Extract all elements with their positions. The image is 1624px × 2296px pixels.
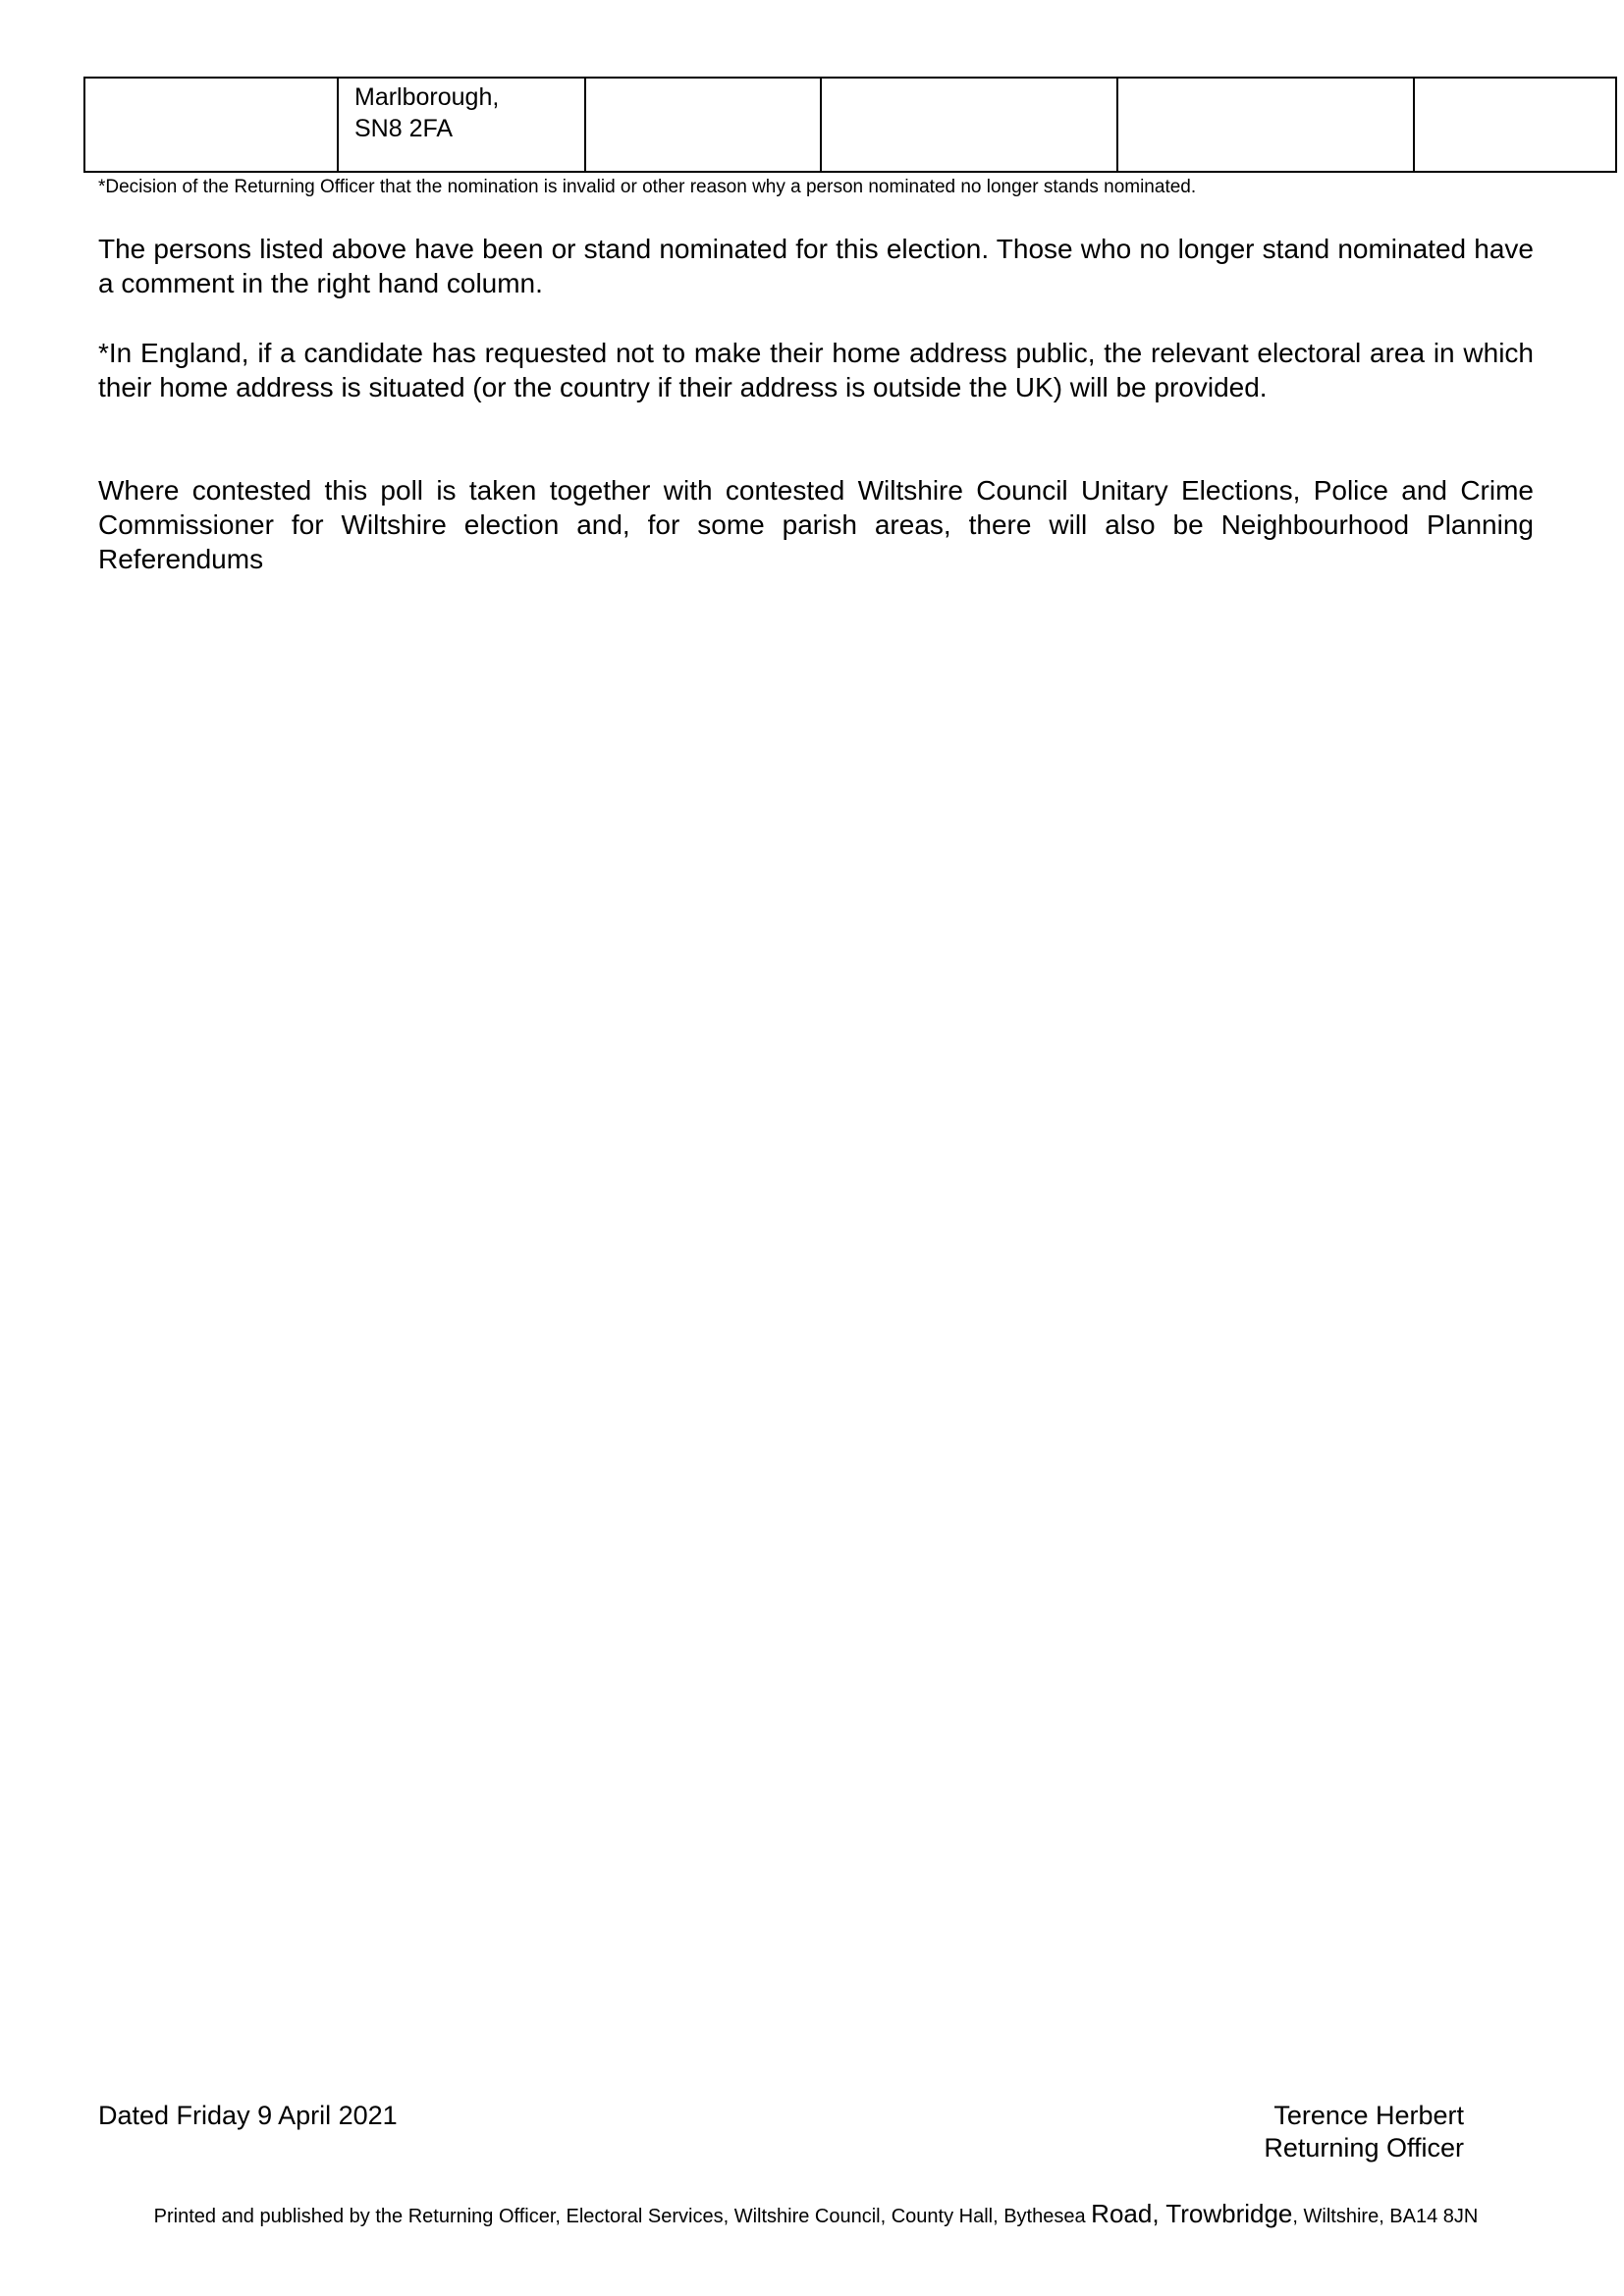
- imprint-text-large: Road, Trowbridge: [1091, 2199, 1293, 2228]
- table-footnote: *Decision of the Returning Officer that the nomination is invalid or other reason why a person nominated no longer stands nominated.: [98, 177, 1197, 197]
- date-line: Dated Friday 9 April 2021: [98, 2101, 398, 2130]
- proposers-cell: [821, 78, 1117, 172]
- surname-cell: [84, 78, 338, 172]
- seconders-cell: [1117, 78, 1414, 172]
- table-row: [84, 78, 1616, 172]
- signatory-block: [1264, 2100, 1464, 2164]
- address-line: SN8 2FA: [354, 115, 454, 142]
- home-address-note: *In England, if a candidate has requested not to make their home address public, the relevant electoral area in which their home address is situated (or the country if their address is outside the UK) will be provided.: [98, 338, 1534, 402]
- imprint-text-end: , Wiltshire, BA14 8JN: [1292, 2206, 1479, 2227]
- signatory-title: Returning Officer: [1264, 2133, 1464, 2163]
- imprint: [98, 2199, 1534, 2231]
- address-cell: [338, 78, 585, 172]
- candidates-table: [83, 77, 1617, 173]
- address-line: Marlborough,: [354, 83, 500, 111]
- imprint-text: Printed and published by the Returning Officer, Electoral Services, Wiltshire Council, County Hall, Bythesea: [153, 2206, 1092, 2227]
- nominations-statement: The persons listed above have been or stand nominated for this election. Those who no longer stand nominated have a comment in the right hand column.: [98, 234, 1534, 298]
- signatory-name: Terence Herbert: [1273, 2101, 1464, 2130]
- combined-poll-note: Where contested this poll is taken together with contested Wiltshire Council Unitary Elections, Police and Crime Commissioner for Wiltshire election and, for some parish areas, there will also be Neighbourhood Planning Referendums: [98, 475, 1534, 574]
- description-cell: [585, 78, 821, 172]
- invalid-reason-cell: [1414, 78, 1616, 172]
